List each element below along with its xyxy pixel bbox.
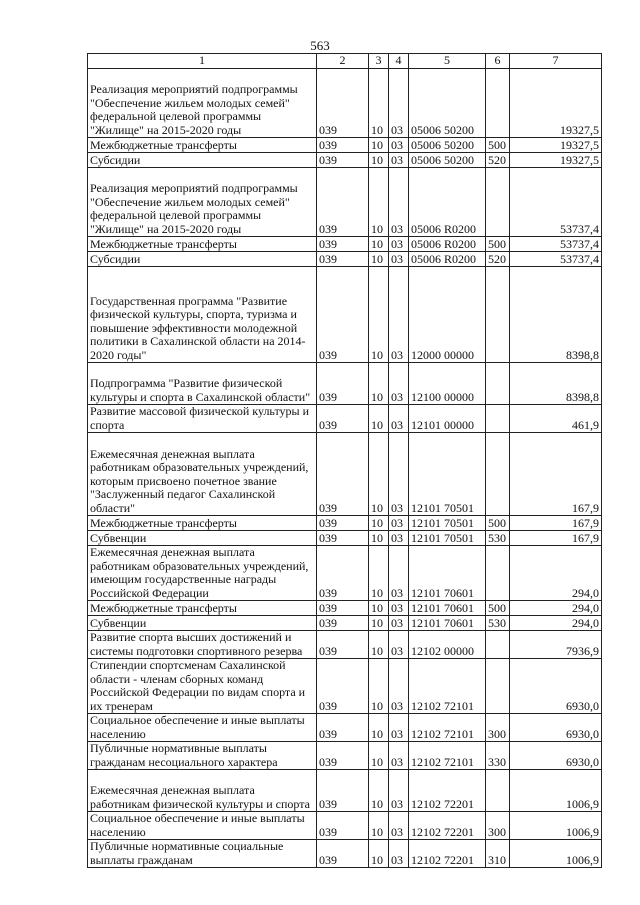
- row-grbs: 039: [317, 546, 369, 601]
- row-sum: 1006,9: [510, 812, 602, 840]
- row-name: Развитие массовой физической культуры и спорта: [88, 405, 317, 433]
- header-col-1: 1: [88, 54, 317, 69]
- row-sum: 6930,0: [510, 742, 602, 770]
- row-rz: 10: [369, 237, 389, 252]
- row-vr: [486, 433, 510, 516]
- row-csr: 12000 00000: [409, 267, 486, 363]
- row-pr: 03: [389, 405, 409, 433]
- row-rz: 10: [369, 742, 389, 770]
- row-grbs: 039: [317, 363, 369, 405]
- row-rz: 10: [369, 601, 389, 616]
- row-rz: 10: [369, 138, 389, 153]
- row-vr: 500: [486, 601, 510, 616]
- row-rz: 10: [369, 252, 389, 267]
- header-col-2: 2: [317, 54, 369, 69]
- row-vr: [486, 659, 510, 714]
- row-rz: 10: [369, 531, 389, 546]
- table-body: [88, 54, 602, 868]
- table-row: [88, 714, 602, 742]
- table-row: [88, 616, 602, 631]
- row-pr: 03: [389, 153, 409, 168]
- row-rz: 10: [369, 714, 389, 742]
- table-row: [88, 516, 602, 531]
- row-vr: [486, 168, 510, 237]
- header-col-5: 5: [409, 54, 486, 69]
- row-sum: 8398,8: [510, 267, 602, 363]
- row-rz: 10: [369, 69, 389, 138]
- row-grbs: 039: [317, 252, 369, 267]
- row-sum: 19327,5: [510, 69, 602, 138]
- row-sum: 7936,9: [510, 631, 602, 659]
- row-name: Социальное обеспечение и иные выплаты населению: [88, 812, 317, 840]
- row-pr: 03: [389, 616, 409, 631]
- row-grbs: 039: [317, 770, 369, 812]
- row-csr: 05006 R0200: [409, 252, 486, 267]
- row-vr: 500: [486, 516, 510, 531]
- row-vr: 500: [486, 237, 510, 252]
- row-vr: [486, 546, 510, 601]
- row-csr: 12102 72201: [409, 812, 486, 840]
- row-vr: 300: [486, 714, 510, 742]
- table-row: [88, 153, 602, 168]
- row-grbs: 039: [317, 153, 369, 168]
- row-csr: 05006 R0200: [409, 237, 486, 252]
- row-name: Субсидии: [88, 153, 317, 168]
- row-sum: 294,0: [510, 546, 602, 601]
- row-grbs: 039: [317, 840, 369, 868]
- row-sum: 461,9: [510, 405, 602, 433]
- row-grbs: 039: [317, 237, 369, 252]
- row-csr: 12102 00000: [409, 631, 486, 659]
- row-pr: 03: [389, 168, 409, 237]
- row-name: Межбюджетные трансферты: [88, 601, 317, 616]
- row-vr: 310: [486, 840, 510, 868]
- row-vr: 520: [486, 252, 510, 267]
- row-name: Публичные нормативные выплаты гражданам несоциального характера: [88, 742, 317, 770]
- row-sum: 167,9: [510, 531, 602, 546]
- table-row: [88, 168, 602, 237]
- row-csr: 12101 70501: [409, 531, 486, 546]
- row-grbs: 039: [317, 616, 369, 631]
- row-pr: 03: [389, 433, 409, 516]
- row-rz: 10: [369, 770, 389, 812]
- row-rz: 10: [369, 153, 389, 168]
- row-sum: 294,0: [510, 616, 602, 631]
- row-sum: 8398,8: [510, 363, 602, 405]
- row-sum: 6930,0: [510, 714, 602, 742]
- row-pr: 03: [389, 631, 409, 659]
- row-name: Межбюджетные трансферты: [88, 138, 317, 153]
- row-rz: 10: [369, 659, 389, 714]
- row-csr: 12101 70601: [409, 616, 486, 631]
- row-grbs: 039: [317, 812, 369, 840]
- table-row: [88, 546, 602, 601]
- row-grbs: 039: [317, 267, 369, 363]
- row-name: Ежемесячная денежная выплата работникам физической культуры и спорта: [88, 770, 317, 812]
- row-name: Социальное обеспечение и иные выплаты населению: [88, 714, 317, 742]
- row-vr: 530: [486, 616, 510, 631]
- row-vr: 330: [486, 742, 510, 770]
- table-row: [88, 237, 602, 252]
- table-row: [88, 812, 602, 840]
- row-sum: 53737,4: [510, 237, 602, 252]
- row-pr: 03: [389, 252, 409, 267]
- row-name: Реализация мероприятий подпрограммы "Обеспечение жильем молодых семей" федеральной целевой программы "Жилище" на 2015-2020 годы: [88, 69, 317, 138]
- row-csr: 05006 50200: [409, 153, 486, 168]
- row-vr: [486, 405, 510, 433]
- table-row: [88, 138, 602, 153]
- row-csr: 12102 72201: [409, 840, 486, 868]
- row-vr: [486, 69, 510, 138]
- table-row: [88, 840, 602, 868]
- row-csr: 12101 70501: [409, 516, 486, 531]
- row-rz: 10: [369, 168, 389, 237]
- row-sum: 167,9: [510, 433, 602, 516]
- row-grbs: 039: [317, 433, 369, 516]
- row-grbs: 039: [317, 631, 369, 659]
- row-sum: 6930,0: [510, 659, 602, 714]
- row-rz: 10: [369, 405, 389, 433]
- row-rz: 10: [369, 812, 389, 840]
- row-grbs: 039: [317, 742, 369, 770]
- row-rz: 10: [369, 616, 389, 631]
- row-name: Государственная программа "Развитие физической культуры, спорта, туризма и повышение эффективности молодежной политики в Сахалинской области на 2014-2020 годы": [88, 267, 317, 363]
- table-row: [88, 659, 602, 714]
- row-grbs: 039: [317, 714, 369, 742]
- row-name: Ежемесячная денежная выплата работникам образовательных учреждений, которым присвоено почетное звание "Заслуженный педагог Сахалинской области": [88, 433, 317, 516]
- table-row: [88, 69, 602, 138]
- row-csr: 12101 70501: [409, 433, 486, 516]
- row-csr: 12100 00000: [409, 363, 486, 405]
- row-name: Публичные нормативные социальные выплаты гражданам: [88, 840, 317, 868]
- row-vr: 500: [486, 138, 510, 153]
- row-grbs: 039: [317, 69, 369, 138]
- row-rz: 10: [369, 631, 389, 659]
- row-rz: 10: [369, 516, 389, 531]
- row-pr: 03: [389, 69, 409, 138]
- row-pr: 03: [389, 659, 409, 714]
- row-sum: 167,9: [510, 516, 602, 531]
- header-col-6: 6: [486, 54, 510, 69]
- row-grbs: 039: [317, 405, 369, 433]
- row-rz: 10: [369, 840, 389, 868]
- row-pr: 03: [389, 138, 409, 153]
- row-pr: 03: [389, 601, 409, 616]
- table-row: [88, 531, 602, 546]
- row-pr: 03: [389, 840, 409, 868]
- row-vr: [486, 631, 510, 659]
- header-col-4: 4: [389, 54, 409, 69]
- row-csr: 05006 50200: [409, 69, 486, 138]
- row-grbs: 039: [317, 601, 369, 616]
- row-pr: 03: [389, 237, 409, 252]
- row-name: Субвенции: [88, 531, 317, 546]
- header-col-7: 7: [510, 54, 602, 69]
- row-name: Подпрограмма "Развитие физической культуры и спорта в Сахалинской области": [88, 363, 317, 405]
- row-grbs: 039: [317, 138, 369, 153]
- table-row: [88, 631, 602, 659]
- table-row: [88, 433, 602, 516]
- row-rz: 10: [369, 546, 389, 601]
- budget-table: [87, 53, 602, 868]
- header-row: [88, 54, 602, 69]
- row-sum: 19327,5: [510, 153, 602, 168]
- page-number: 563: [310, 38, 330, 53]
- row-csr: 12102 72101: [409, 714, 486, 742]
- row-csr: 05006 50200: [409, 138, 486, 153]
- row-vr: 530: [486, 531, 510, 546]
- row-name: Межбюджетные трансферты: [88, 516, 317, 531]
- row-csr: 12101 70601: [409, 546, 486, 601]
- table-row: [88, 267, 602, 363]
- row-csr: 12102 72101: [409, 659, 486, 714]
- row-sum: 1006,9: [510, 770, 602, 812]
- header-col-3: 3: [369, 54, 389, 69]
- row-vr: 300: [486, 812, 510, 840]
- row-name: Стипендии спортсменам Сахалинской области - членам сборных команд Российской Федерации по видам спорта и их тренерам: [88, 659, 317, 714]
- row-csr: 05006 R0200: [409, 168, 486, 237]
- row-sum: 19327,5: [510, 138, 602, 153]
- row-grbs: 039: [317, 531, 369, 546]
- row-pr: 03: [389, 267, 409, 363]
- row-pr: 03: [389, 812, 409, 840]
- row-pr: 03: [389, 531, 409, 546]
- table-row: [88, 252, 602, 267]
- row-name: Реализация мероприятий подпрограммы "Обеспечение жильем молодых семей" федеральной целевой программы "Жилище" на 2015-2020 годы: [88, 168, 317, 237]
- row-vr: [486, 770, 510, 812]
- row-csr: 12101 70601: [409, 601, 486, 616]
- table-row: [88, 363, 602, 405]
- row-rz: 10: [369, 363, 389, 405]
- row-name: Субсидии: [88, 252, 317, 267]
- row-sum: 53737,4: [510, 168, 602, 237]
- row-grbs: 039: [317, 659, 369, 714]
- row-csr: 12101 00000: [409, 405, 486, 433]
- row-sum: 53737,4: [510, 252, 602, 267]
- row-vr: [486, 363, 510, 405]
- row-csr: 12102 72201: [409, 770, 486, 812]
- row-rz: 10: [369, 267, 389, 363]
- row-pr: 03: [389, 742, 409, 770]
- row-name: Субвенции: [88, 616, 317, 631]
- row-grbs: 039: [317, 516, 369, 531]
- row-pr: 03: [389, 714, 409, 742]
- row-csr: 12102 72101: [409, 742, 486, 770]
- row-name: Ежемесячная денежная выплата работникам образовательных учреждений, имеющим государственные награды Российской Федерации: [88, 546, 317, 601]
- row-pr: 03: [389, 363, 409, 405]
- row-pr: 03: [389, 516, 409, 531]
- row-pr: 03: [389, 546, 409, 601]
- table-row: [88, 742, 602, 770]
- row-sum: 1006,9: [510, 840, 602, 868]
- row-grbs: 039: [317, 168, 369, 237]
- row-name: Межбюджетные трансферты: [88, 237, 317, 252]
- table-row: [88, 405, 602, 433]
- row-vr: [486, 267, 510, 363]
- row-pr: 03: [389, 770, 409, 812]
- row-rz: 10: [369, 433, 389, 516]
- row-vr: 520: [486, 153, 510, 168]
- table-row: [88, 770, 602, 812]
- row-sum: 294,0: [510, 601, 602, 616]
- row-name: Развитие спорта высших достижений и системы подготовки спортивного резерва: [88, 631, 317, 659]
- table-row: [88, 601, 602, 616]
